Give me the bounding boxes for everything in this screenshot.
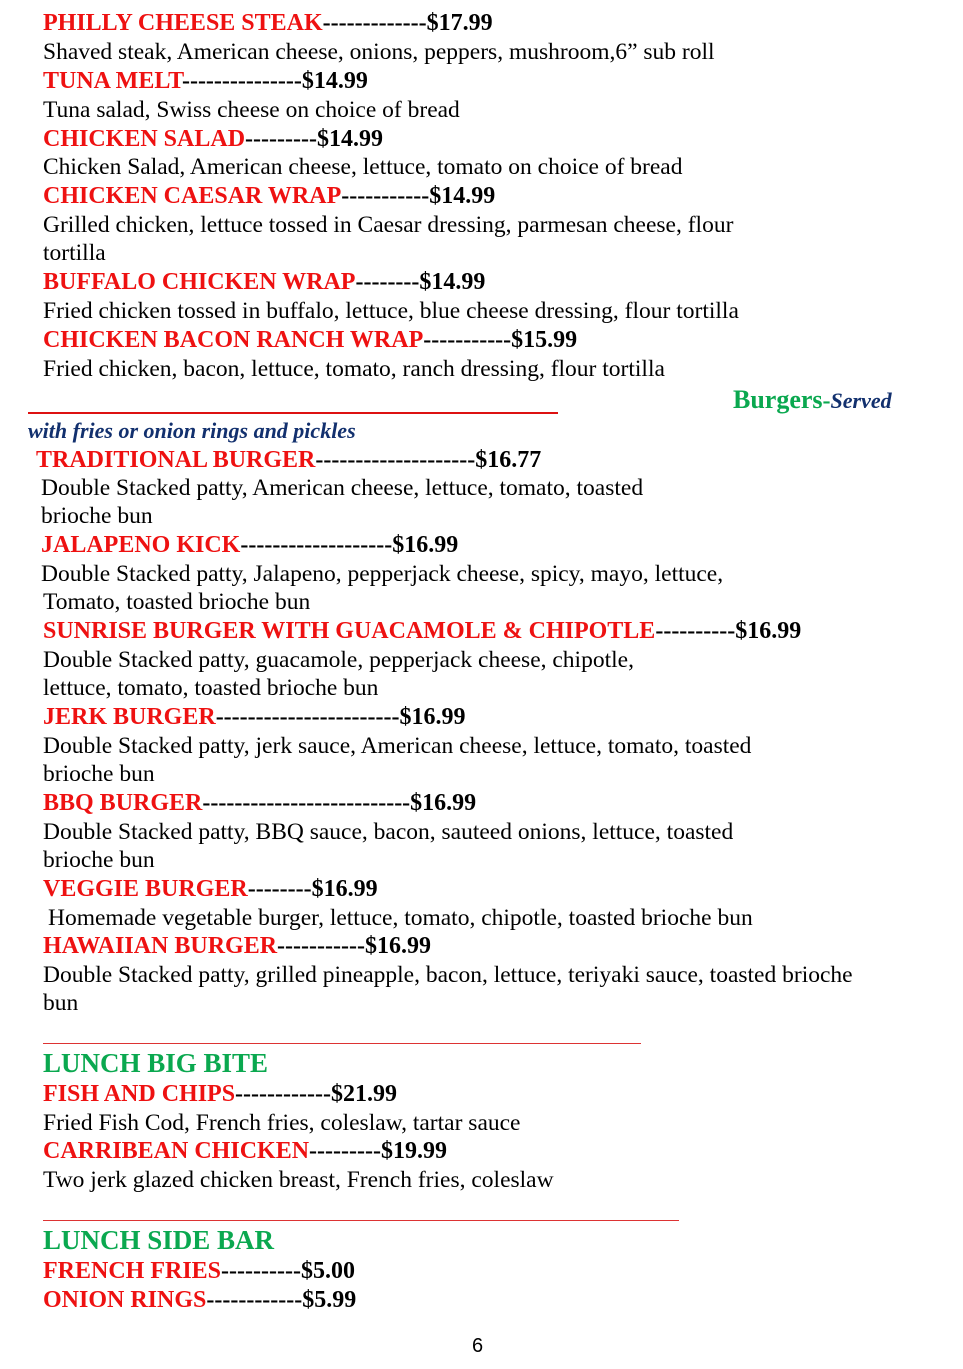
item-description: Double Stacked patty, BBQ sauce, bacon, sauteed onions, lettuce, toasted [43, 819, 734, 845]
section-heading-lunch-big-bite: LUNCH BIG BITE [43, 1048, 269, 1078]
item-description: Double Stacked patty, guacamole, pepperjack cheese, chipotle, [43, 647, 634, 673]
item-price: $14.99 [429, 183, 496, 209]
page-number: 6 [472, 1335, 484, 1357]
menu-item-title [43, 125, 383, 153]
item-dashes: ---------- [221, 1258, 301, 1284]
menu-item-title [43, 703, 466, 731]
item-price: $14.99 [316, 126, 383, 152]
item-description: Tomato, toasted brioche bun [43, 589, 311, 615]
section-heading-lunch-side-bar: LUNCH SIDE BAR [43, 1225, 275, 1255]
item-name: CARRIBEAN CHICKEN [43, 1138, 310, 1164]
item-name: BBQ BURGER [43, 790, 203, 816]
menu-item-title [43, 182, 495, 210]
item-name: CHICKEN BACON RANCH WRAP [43, 327, 424, 353]
menu-item-title [43, 9, 493, 37]
menu-item-title [43, 1137, 447, 1165]
item-description: brioche bun [43, 761, 155, 787]
item-price: $5.99 [302, 1287, 357, 1313]
item-price: $15.99 [511, 327, 578, 353]
section-heading-burgers [733, 386, 892, 415]
item-description: Grilled chicken, lettuce tossed in Caesar dressing, parmesan cheese, flour [43, 212, 734, 238]
item-description: Double Stacked patty, American cheese, lettuce, tomato, toasted [41, 475, 644, 501]
item-name: TUNA MELT [43, 68, 182, 94]
section-divider [43, 1043, 641, 1044]
menu-item-title [36, 446, 541, 474]
item-price: $14.99 [419, 269, 486, 295]
item-name: CHICKEN SALAD [43, 126, 246, 152]
item-price: $16.99 [735, 618, 802, 644]
menu-item-title [43, 1286, 356, 1314]
item-description: tortilla [43, 240, 106, 266]
item-description: lettuce, tomato, toasted brioche bun [43, 675, 379, 701]
item-dashes: ----------- [341, 183, 430, 209]
item-name: SUNRISE BURGER WITH GUACAMOLE & CHIPOTLE [43, 618, 656, 644]
item-dashes: --------------- [181, 68, 302, 94]
item-description: bun [43, 990, 79, 1016]
menu-item-title [43, 1080, 397, 1108]
section-divider [43, 1220, 679, 1221]
menu-item-title [43, 67, 368, 95]
menu-item-title [41, 531, 458, 559]
item-name: CHICKEN CAESAR WRAP [43, 183, 342, 209]
item-description: brioche bun [43, 847, 155, 873]
item-name: VEGGIE BURGER [43, 876, 248, 902]
item-name: PHILLY CHEESE STEAK [43, 10, 323, 36]
section-subtitle: Served [830, 388, 892, 413]
section-divider [28, 412, 558, 414]
item-dashes: -------- [247, 876, 312, 902]
item-dashes: ----------------------- [215, 704, 400, 730]
item-dashes: -------------------- [315, 447, 476, 473]
item-description: Shaved steak, American cheese, onions, peppers, mushroom,6” sub roll [43, 39, 715, 65]
item-description: Two jerk glazed chicken breast, French fries, coleslaw [43, 1167, 554, 1193]
item-name: FISH AND CHIPS [43, 1081, 236, 1107]
item-dashes: ------------- [322, 10, 427, 36]
item-name: TRADITIONAL BURGER [36, 447, 316, 473]
menu-item-title [43, 875, 378, 903]
item-price: $16.99 [364, 933, 431, 959]
item-dashes: --------- [245, 126, 317, 152]
item-dashes: ------------ [235, 1081, 331, 1107]
item-description: Chicken Salad, American cheese, lettuce, tomato on choice of bread [43, 154, 683, 180]
section-subtitle: with fries or onion rings and pickles [28, 418, 356, 443]
heading-separator: - [822, 388, 831, 414]
section-heading-text: Burgers [733, 385, 823, 414]
item-name: FRENCH FRIES [43, 1258, 222, 1284]
item-dashes: ---------- [655, 618, 736, 644]
item-price: $16.99 [410, 790, 477, 816]
item-description: brioche bun [41, 503, 153, 529]
item-price: $16.77 [475, 447, 542, 473]
item-dashes: -------- [355, 269, 420, 295]
item-description: Double Stacked patty, Jalapeno, pepperjack cheese, spicy, mayo, lettuce, [41, 561, 724, 587]
item-dashes: ------------------- [240, 532, 393, 558]
menu-item-title [43, 1257, 355, 1285]
item-name: JALAPENO KICK [41, 532, 241, 558]
item-dashes: ----------- [277, 933, 365, 959]
item-description: Tuna salad, Swiss cheese on choice of bread [43, 97, 460, 123]
item-name: HAWAIIAN BURGER [43, 933, 278, 959]
menu-item-title [43, 326, 577, 354]
item-price: $17.99 [426, 10, 493, 36]
item-price: $16.99 [311, 876, 378, 902]
item-name: BUFFALO CHICKEN WRAP [43, 269, 356, 295]
item-dashes: -------------------------- [202, 790, 411, 816]
item-dashes: ----------- [423, 327, 512, 353]
item-price: $19.99 [380, 1138, 447, 1164]
menu-item-title [43, 932, 431, 960]
menu-item-title [43, 617, 801, 645]
item-description: Fried Fish Cod, French fries, coleslaw, tartar sauce [43, 1110, 521, 1136]
item-price: $5.00 [300, 1258, 355, 1284]
item-dashes: ------------ [206, 1287, 303, 1313]
item-description: Homemade vegetable burger, lettuce, tomato, chipotle, toasted brioche bun [48, 905, 753, 931]
item-dashes: --------- [309, 1138, 381, 1164]
menu-item-title [43, 789, 476, 817]
item-price: $21.99 [330, 1081, 397, 1107]
menu-item-title [43, 268, 485, 296]
item-description: Fried chicken, bacon, lettuce, tomato, ranch dressing, flour tortilla [43, 356, 665, 382]
item-description: Fried chicken tossed in buffalo, lettuce, blue cheese dressing, flour tortilla [43, 298, 739, 324]
item-description: Double Stacked patty, grilled pineapple, bacon, lettuce, teriyaki sauce, toasted brioche [43, 962, 853, 988]
item-name: JERK BURGER [43, 704, 216, 730]
item-name: ONION RINGS [43, 1287, 207, 1313]
item-description: Double Stacked patty, jerk sauce, American cheese, lettuce, tomato, toasted [43, 733, 752, 759]
item-price: $14.99 [301, 68, 368, 94]
item-price: $16.99 [392, 532, 459, 558]
item-price: $16.99 [399, 704, 466, 730]
